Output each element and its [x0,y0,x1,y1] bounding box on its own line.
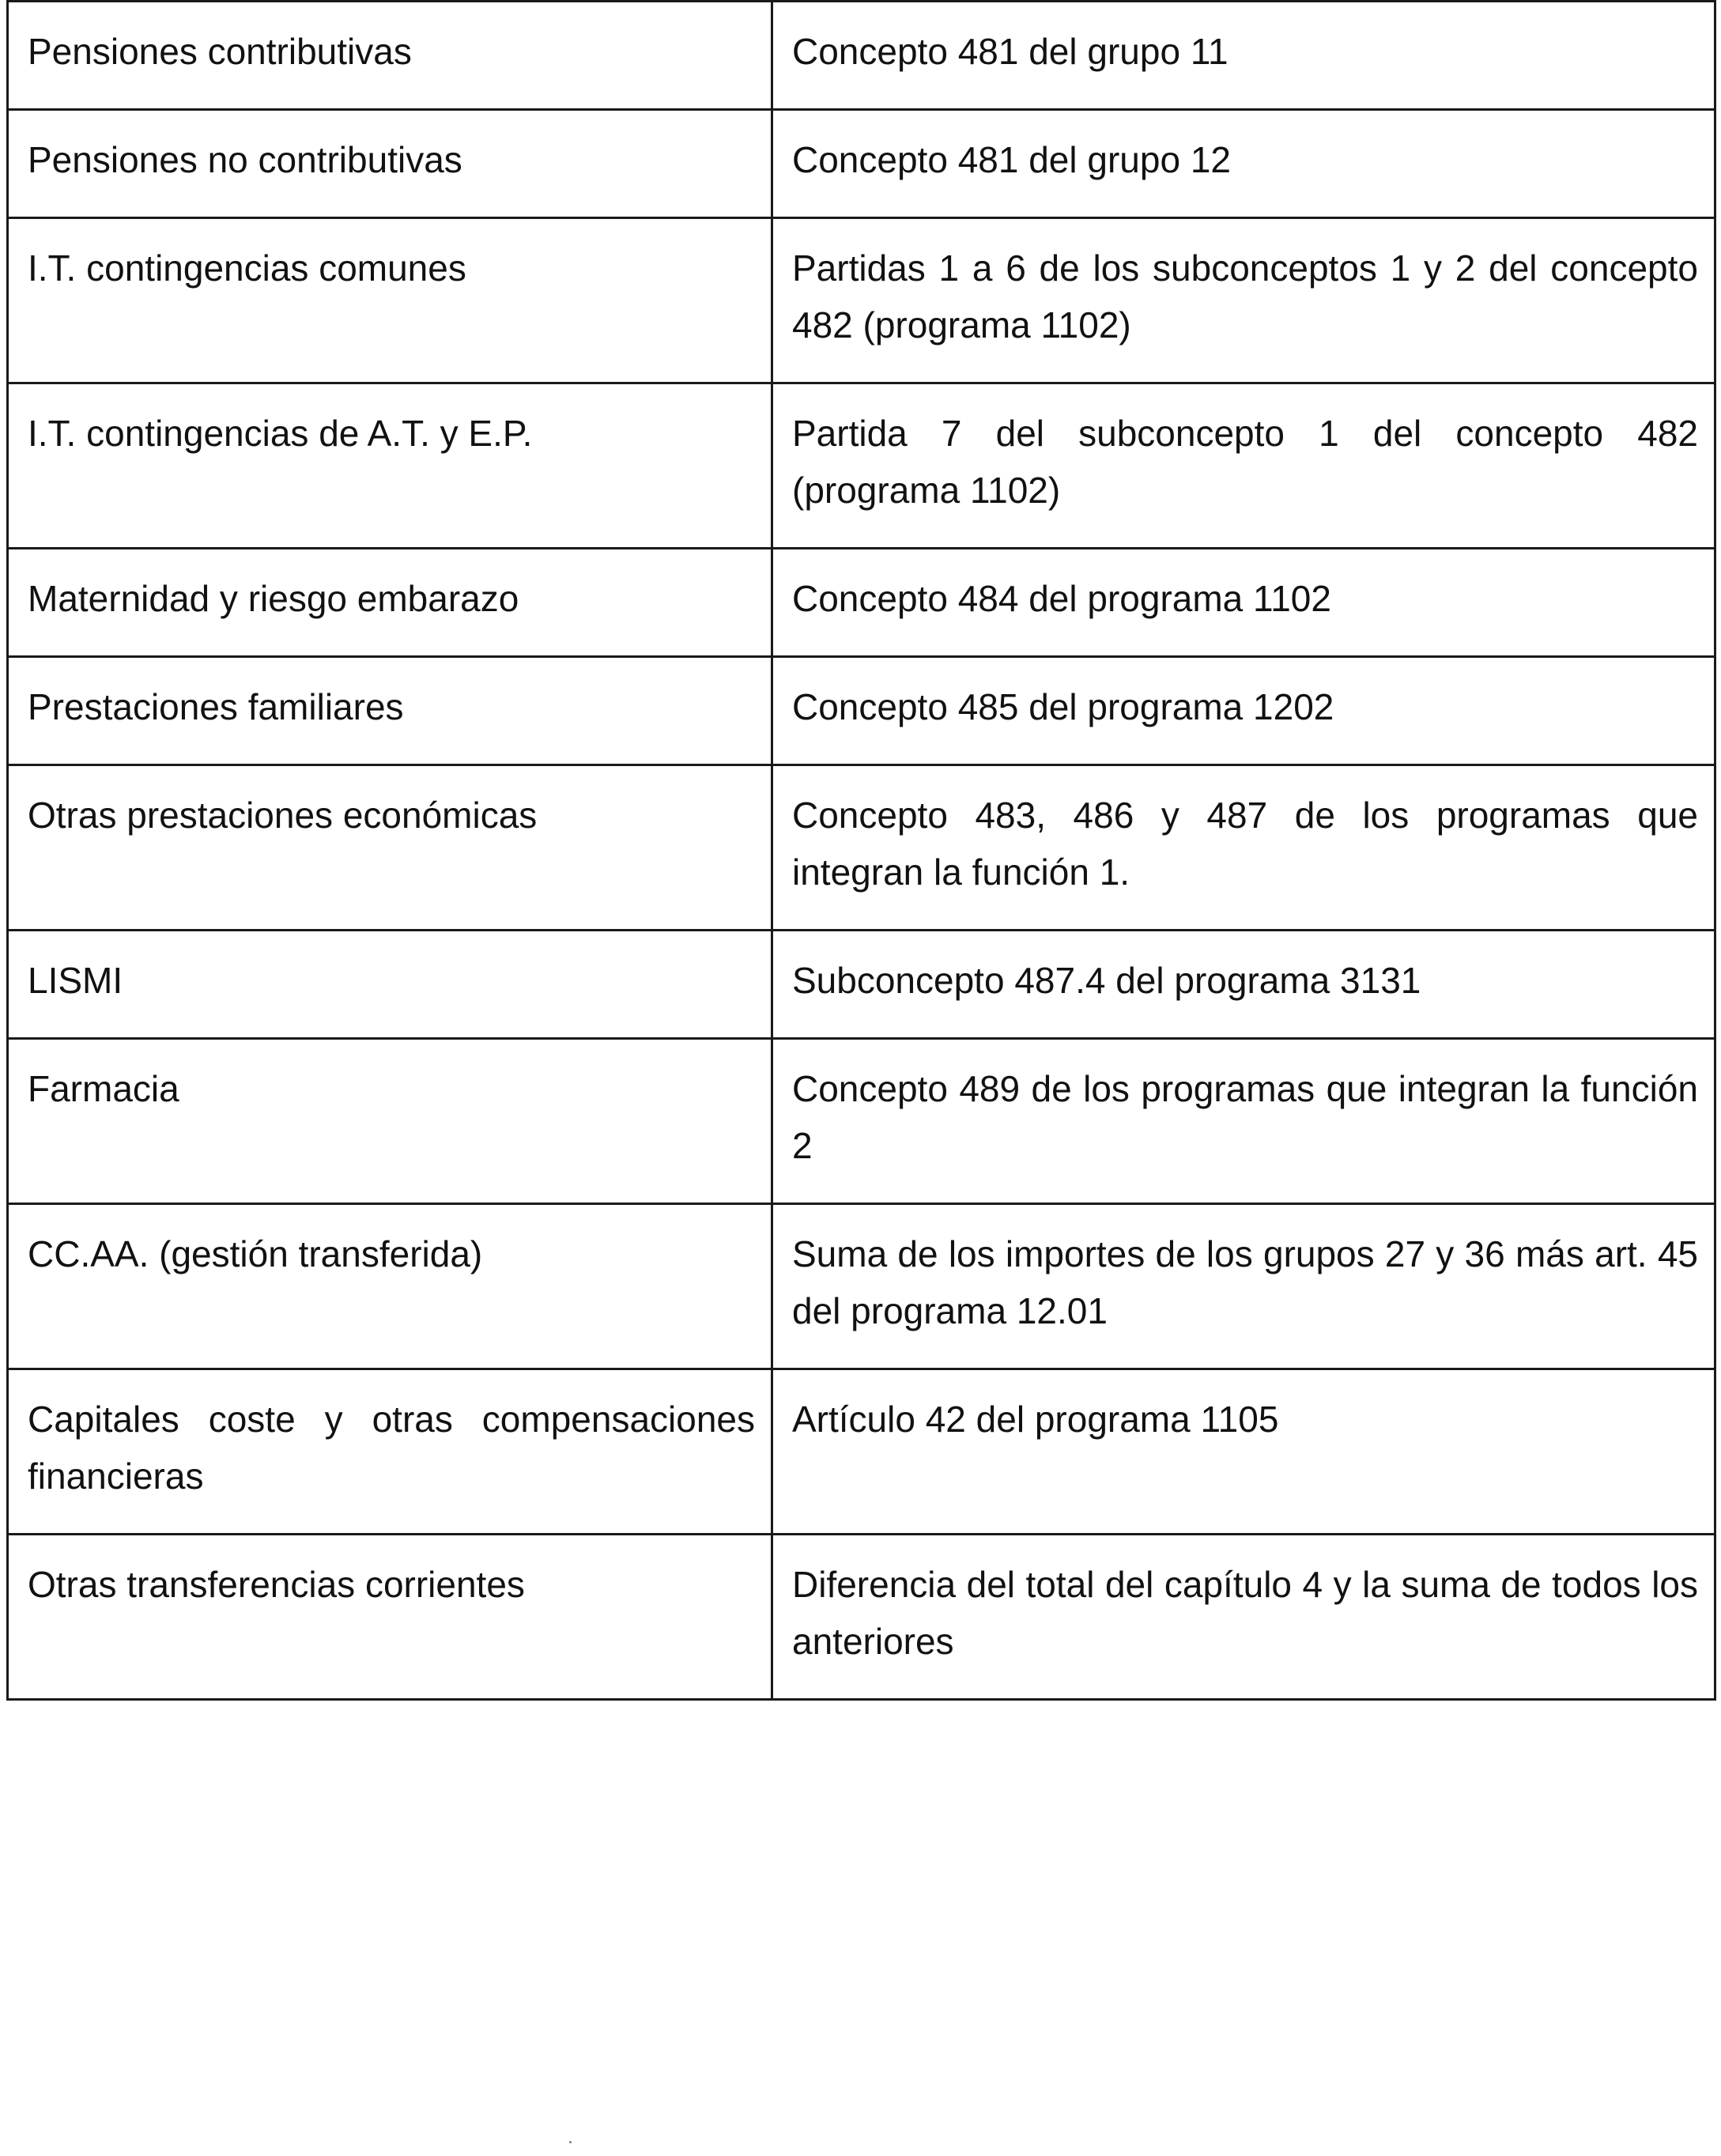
concept-cell: I.T. contingencias de A.T. y E.P. [8,383,772,549]
table-row [8,549,1715,657]
table-row [8,2,1715,110]
source-cell: Diferencia del total del capítulo 4 y la suma de todos los anteriores [772,1535,1715,1700]
concept-cell: Otras transferencias corrientes [8,1535,772,1700]
table-row [8,1369,1715,1535]
concept-cell: Maternidad y riesgo embarazo [8,549,772,657]
table-row [8,1039,1715,1204]
concept-mapping-table [6,0,1716,1701]
concept-cell: Pensiones no contributivas [8,110,772,218]
source-cell: Concepto 481 del grupo 12 [772,110,1715,218]
concept-cell: Capitales coste y otras compensaciones financieras [8,1369,772,1535]
source-cell: Suma de los importes de los grupos 27 y 36 más art. 45 del programa 12.01 [772,1204,1715,1369]
source-cell: Subconcepto 487.4 del programa 3131 [772,931,1715,1039]
table-row [8,218,1715,383]
table-row [8,931,1715,1039]
scan-speck [569,2141,572,2143]
concept-cell: Otras prestaciones económicas [8,765,772,931]
source-cell: Partidas 1 a 6 de los subconceptos 1 y 2 del concepto 482 (programa 1102) [772,218,1715,383]
table-row [8,1535,1715,1700]
concept-cell: CC.AA. (gestión transferida) [8,1204,772,1369]
concept-cell: LISMI [8,931,772,1039]
concept-cell: I.T. contingencias comunes [8,218,772,383]
table-row [8,657,1715,765]
source-cell: Partida 7 del subconcepto 1 del concepto 482 (programa 1102) [772,383,1715,549]
source-cell: Concepto 484 del programa 1102 [772,549,1715,657]
source-cell: Concepto 483, 486 y 487 de los programas que integran la función 1. [772,765,1715,931]
concept-cell: Prestaciones familiares [8,657,772,765]
table-row [8,765,1715,931]
concept-cell: Farmacia [8,1039,772,1204]
source-cell: Concepto 489 de los programas que integran la función 2 [772,1039,1715,1204]
table-row [8,1204,1715,1369]
table-row [8,383,1715,549]
source-cell: Artículo 42 del programa 1105 [772,1369,1715,1535]
table-row [8,110,1715,218]
source-cell: Concepto 481 del grupo 11 [772,2,1715,110]
source-cell: Concepto 485 del programa 1202 [772,657,1715,765]
concept-cell: Pensiones contributivas [8,2,772,110]
